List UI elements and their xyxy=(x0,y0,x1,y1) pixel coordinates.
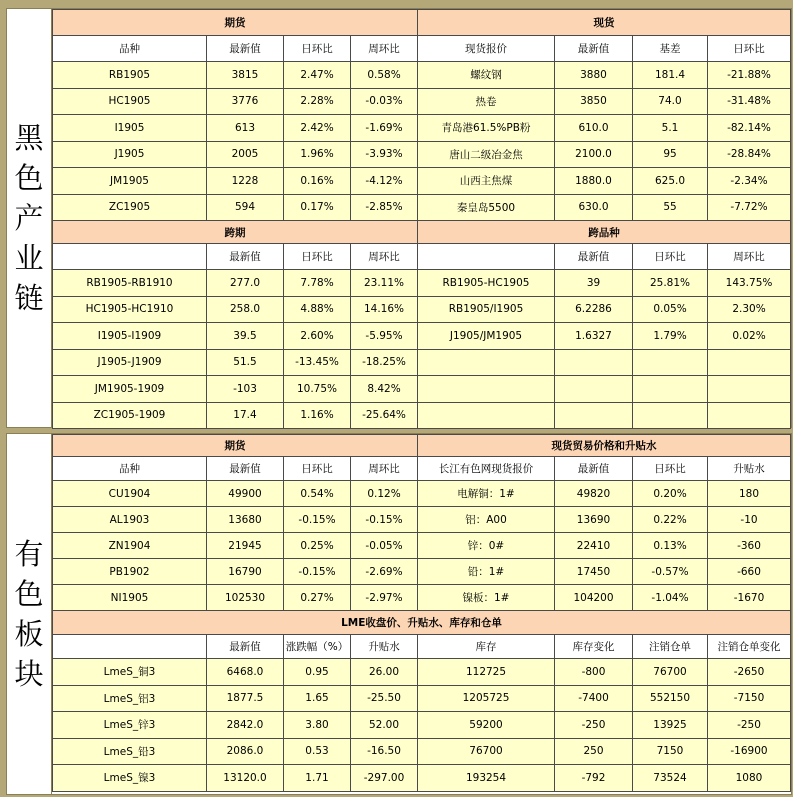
table-cell: -2.34% xyxy=(708,168,791,195)
table-cell: 2.42% xyxy=(284,115,351,142)
section-header-row xyxy=(53,611,791,635)
table-row xyxy=(53,738,791,765)
section-header-row xyxy=(53,221,791,244)
table-row xyxy=(53,194,791,221)
table-cell: 258.0 xyxy=(207,296,284,323)
table-cell: 1877.5 xyxy=(207,685,284,712)
column-header: 周环比 xyxy=(708,244,791,270)
table-cell: 16790 xyxy=(207,559,284,585)
table-cell: 13925 xyxy=(633,712,708,739)
table-cell: LmeS_镍3 xyxy=(53,765,207,792)
spot-title: 现货 xyxy=(418,10,791,36)
table-cell: -1670 xyxy=(708,585,791,611)
table-cell: 13690 xyxy=(555,507,633,533)
table-cell: 1228 xyxy=(207,168,284,195)
table-cell: -792 xyxy=(555,765,633,792)
column-header: 最新值 xyxy=(555,36,633,62)
table-cell: 52.00 xyxy=(351,712,418,739)
table-cell xyxy=(708,376,791,403)
column-header xyxy=(53,244,207,270)
table-cell: -5.95% xyxy=(351,323,418,350)
table-cell: -82.14% xyxy=(708,115,791,142)
table-cell: RB1905-RB1910 xyxy=(53,270,207,297)
table-row xyxy=(53,533,791,559)
table-cell: 13120.0 xyxy=(207,765,284,792)
table-cell: ZC1905 xyxy=(53,194,207,221)
table-cell: -250 xyxy=(555,712,633,739)
table-cell: 1.96% xyxy=(284,141,351,168)
table-cell: -2.69% xyxy=(351,559,418,585)
table-cell: 0.58% xyxy=(351,62,418,89)
table-cell: -1.04% xyxy=(633,585,708,611)
table-cell: 铅：1# xyxy=(418,559,555,585)
column-header: 基差 xyxy=(633,36,708,62)
table-cell xyxy=(418,376,555,403)
table-cell: -13.45% xyxy=(284,349,351,376)
table-cell: 143.75% xyxy=(708,270,791,297)
column-header: 升贴水 xyxy=(708,457,791,481)
spot-trade-title: 现货贸易价格和升贴水 xyxy=(418,435,791,457)
table-cell: 3815 xyxy=(207,62,284,89)
table-cell: 14.16% xyxy=(351,296,418,323)
column-header: 长江有色网现货报价 xyxy=(418,457,555,481)
lme-title: LME收盘价、升贴水、库存和仓单 xyxy=(53,611,791,635)
table-cell: 6.2286 xyxy=(555,296,633,323)
table-cell: 3776 xyxy=(207,88,284,115)
column-header: 最新值 xyxy=(207,36,284,62)
table-cell: 21945 xyxy=(207,533,284,559)
table-row xyxy=(53,349,791,376)
column-header: 注销仓单 xyxy=(633,635,708,659)
table-cell: RB1905 xyxy=(53,62,207,89)
black-chain-panel xyxy=(6,8,792,428)
table-cell: 594 xyxy=(207,194,284,221)
table-cell: 2842.0 xyxy=(207,712,284,739)
table-cell: -1.69% xyxy=(351,115,418,142)
table-cell: ZC1905-1909 xyxy=(53,402,207,429)
table-cell: 613 xyxy=(207,115,284,142)
nonferrous-side-label xyxy=(7,434,52,794)
table-cell: 1.79% xyxy=(633,323,708,350)
table-cell: 2005 xyxy=(207,141,284,168)
side-char: 色 xyxy=(14,161,44,195)
column-header: 最新值 xyxy=(555,244,633,270)
table-cell: RB1905/I1905 xyxy=(418,296,555,323)
table-cell: 0.53 xyxy=(284,738,351,765)
table-cell xyxy=(633,376,708,403)
column-header: 周环比 xyxy=(351,457,418,481)
futures-title: 期货 xyxy=(53,435,418,457)
table-row xyxy=(53,270,791,297)
table-cell: 13680 xyxy=(207,507,284,533)
table-cell: ZN1904 xyxy=(53,533,207,559)
table-cell: -31.48% xyxy=(708,88,791,115)
table-cell: -21.88% xyxy=(708,62,791,89)
table-cell xyxy=(555,402,633,429)
table-cell: 76700 xyxy=(418,738,555,765)
table-cell: -0.05% xyxy=(351,533,418,559)
table-row xyxy=(53,685,791,712)
table-cell: 秦皇岛5500 xyxy=(418,194,555,221)
table-cell: 193254 xyxy=(418,765,555,792)
table-cell: J1905/JM1905 xyxy=(418,323,555,350)
table-cell: 102530 xyxy=(207,585,284,611)
table-cell: -25.50 xyxy=(351,685,418,712)
table-row xyxy=(53,376,791,403)
column-header: 注销仓单变化 xyxy=(708,635,791,659)
side-char: 块 xyxy=(14,657,44,691)
table-row xyxy=(53,481,791,507)
table-cell: 0.16% xyxy=(284,168,351,195)
table-cell: -16.50 xyxy=(351,738,418,765)
side-char: 产 xyxy=(14,201,44,235)
table-cell: 10.75% xyxy=(284,376,351,403)
table-cell: 25.81% xyxy=(633,270,708,297)
table-cell: 51.5 xyxy=(207,349,284,376)
table-cell: NI1905 xyxy=(53,585,207,611)
table-cell: 180 xyxy=(708,481,791,507)
table-cell: 1.6327 xyxy=(555,323,633,350)
column-header: 现货报价 xyxy=(418,36,555,62)
black-chain-side-label xyxy=(7,9,52,427)
table-cell xyxy=(708,402,791,429)
table-cell: LmeS_铅3 xyxy=(53,738,207,765)
table-cell: -0.15% xyxy=(284,559,351,585)
table-cell: 0.25% xyxy=(284,533,351,559)
table-cell: 7150 xyxy=(633,738,708,765)
table-cell: 26.00 xyxy=(351,659,418,686)
table-cell xyxy=(708,349,791,376)
table-cell: 1880.0 xyxy=(555,168,633,195)
table-cell: 0.27% xyxy=(284,585,351,611)
table-cell: 39.5 xyxy=(207,323,284,350)
table-cell: 铝：A00 xyxy=(418,507,555,533)
table-cell: 23.11% xyxy=(351,270,418,297)
table-row xyxy=(53,507,791,533)
table-cell: 3880 xyxy=(555,62,633,89)
table-cell: -660 xyxy=(708,559,791,585)
column-header: 周环比 xyxy=(351,36,418,62)
column-header: 日环比 xyxy=(633,244,708,270)
table-cell: 8.42% xyxy=(351,376,418,403)
table-cell: 唐山二级冶金焦 xyxy=(418,141,555,168)
table-cell: 49900 xyxy=(207,481,284,507)
side-char: 有 xyxy=(14,537,44,571)
table-cell: 0.95 xyxy=(284,659,351,686)
table-cell: 1205725 xyxy=(418,685,555,712)
table-cell: 2100.0 xyxy=(555,141,633,168)
table-cell: 青岛港61.5%PB粉 xyxy=(418,115,555,142)
column-header: 周环比 xyxy=(351,244,418,270)
table-cell: -0.15% xyxy=(351,507,418,533)
table-cell: 74.0 xyxy=(633,88,708,115)
table-cell: -0.57% xyxy=(633,559,708,585)
table-cell: 0.13% xyxy=(633,533,708,559)
table-cell: 181.4 xyxy=(633,62,708,89)
table-cell: 73524 xyxy=(633,765,708,792)
side-char: 色 xyxy=(14,577,44,611)
table-row xyxy=(53,141,791,168)
table-cell: -3.93% xyxy=(351,141,418,168)
table-cell: LmeS_铝3 xyxy=(53,685,207,712)
table-cell: 3850 xyxy=(555,88,633,115)
table-cell: 0.02% xyxy=(708,323,791,350)
table-cell xyxy=(555,349,633,376)
table-cell: 0.05% xyxy=(633,296,708,323)
table-row xyxy=(53,88,791,115)
table-cell: -10 xyxy=(708,507,791,533)
table-cell: 6468.0 xyxy=(207,659,284,686)
table-cell: 55 xyxy=(633,194,708,221)
table-cell: LmeS_铜3 xyxy=(53,659,207,686)
table-row xyxy=(53,765,791,792)
table-cell: PB1902 xyxy=(53,559,207,585)
table-cell xyxy=(418,402,555,429)
table-cell: RB1905-HC1905 xyxy=(418,270,555,297)
table-cell: 0.20% xyxy=(633,481,708,507)
table-cell: 552150 xyxy=(633,685,708,712)
table-cell: 2.28% xyxy=(284,88,351,115)
table-cell: AL1903 xyxy=(53,507,207,533)
table-cell: 625.0 xyxy=(633,168,708,195)
side-char: 业 xyxy=(14,241,44,275)
column-header-row xyxy=(53,36,791,62)
table-cell: 3.80 xyxy=(284,712,351,739)
side-char: 黑 xyxy=(14,121,44,155)
column-header: 日环比 xyxy=(708,36,791,62)
column-header: 最新值 xyxy=(555,457,633,481)
table-row xyxy=(53,62,791,89)
column-header: 升贴水 xyxy=(351,635,418,659)
table-cell: 7.78% xyxy=(284,270,351,297)
table-cell: 112725 xyxy=(418,659,555,686)
table-cell xyxy=(555,376,633,403)
spread-title: 跨期 xyxy=(53,221,418,244)
table-cell: 17450 xyxy=(555,559,633,585)
table-cell: -2.97% xyxy=(351,585,418,611)
table-cell: 山西主焦煤 xyxy=(418,168,555,195)
table-cell: -7400 xyxy=(555,685,633,712)
column-header: 品种 xyxy=(53,457,207,481)
table-cell: HC1905-HC1910 xyxy=(53,296,207,323)
table-cell: 2086.0 xyxy=(207,738,284,765)
table-cell: J1905-J1909 xyxy=(53,349,207,376)
table-cell: CU1904 xyxy=(53,481,207,507)
column-header xyxy=(418,244,555,270)
table-cell: -2.85% xyxy=(351,194,418,221)
table-cell: 95 xyxy=(633,141,708,168)
table-cell: 热卷 xyxy=(418,88,555,115)
table-cell: 4.88% xyxy=(284,296,351,323)
table-cell: 0.22% xyxy=(633,507,708,533)
cross-title: 跨品种 xyxy=(418,221,791,244)
column-header: 涨跌幅（%） xyxy=(284,635,351,659)
table-cell: -297.00 xyxy=(351,765,418,792)
table-cell: 螺纹钢 xyxy=(418,62,555,89)
futures-title: 期货 xyxy=(53,10,418,36)
table-cell: 0.17% xyxy=(284,194,351,221)
table-cell: 5.1 xyxy=(633,115,708,142)
table-cell: -28.84% xyxy=(708,141,791,168)
column-header: 最新值 xyxy=(207,457,284,481)
column-header: 库存 xyxy=(418,635,555,659)
table-row xyxy=(53,296,791,323)
table-cell: 2.30% xyxy=(708,296,791,323)
table-cell: 76700 xyxy=(633,659,708,686)
column-header: 日环比 xyxy=(284,36,351,62)
table-row xyxy=(53,323,791,350)
table-cell xyxy=(418,349,555,376)
table-cell: 电解铜：1# xyxy=(418,481,555,507)
table-cell: -250 xyxy=(708,712,791,739)
table-cell: 59200 xyxy=(418,712,555,739)
column-header: 日环比 xyxy=(284,457,351,481)
table-cell: 1.71 xyxy=(284,765,351,792)
table-cell: I1905 xyxy=(53,115,207,142)
nonferrous-panel xyxy=(6,433,792,795)
table-row xyxy=(53,585,791,611)
table-cell: -0.15% xyxy=(284,507,351,533)
table-cell: -2650 xyxy=(708,659,791,686)
table-cell: 49820 xyxy=(555,481,633,507)
table-cell: JM1905-1909 xyxy=(53,376,207,403)
side-char: 链 xyxy=(14,281,44,315)
table-row xyxy=(53,402,791,429)
table-cell: JM1905 xyxy=(53,168,207,195)
table-cell: 锌：0# xyxy=(418,533,555,559)
table-cell: -103 xyxy=(207,376,284,403)
table-row xyxy=(53,712,791,739)
table-cell: 39 xyxy=(555,270,633,297)
column-header xyxy=(53,635,207,659)
table-cell: -25.64% xyxy=(351,402,418,429)
table-row xyxy=(53,659,791,686)
table-cell: 0.54% xyxy=(284,481,351,507)
table-cell: 1080 xyxy=(708,765,791,792)
table-cell: -800 xyxy=(555,659,633,686)
column-header: 库存变化 xyxy=(555,635,633,659)
column-header: 最新值 xyxy=(207,244,284,270)
table-cell xyxy=(633,402,708,429)
table-cell: LmeS_锌3 xyxy=(53,712,207,739)
table-cell: 630.0 xyxy=(555,194,633,221)
table-cell: 277.0 xyxy=(207,270,284,297)
column-header-row xyxy=(53,244,791,270)
table-cell: HC1905 xyxy=(53,88,207,115)
column-header-row xyxy=(53,457,791,481)
table-cell: 104200 xyxy=(555,585,633,611)
table-cell: -7150 xyxy=(708,685,791,712)
nonferrous-table xyxy=(52,434,791,792)
column-header: 品种 xyxy=(53,36,207,62)
column-header-row xyxy=(53,635,791,659)
column-header: 最新值 xyxy=(207,635,284,659)
table-cell: 1.16% xyxy=(284,402,351,429)
black-chain-table xyxy=(52,9,791,429)
table-cell: J1905 xyxy=(53,141,207,168)
table-cell: -4.12% xyxy=(351,168,418,195)
side-char: 板 xyxy=(14,617,44,651)
section-header-row xyxy=(53,435,791,457)
table-cell: 17.4 xyxy=(207,402,284,429)
table-cell: 1.65 xyxy=(284,685,351,712)
table-cell: 610.0 xyxy=(555,115,633,142)
table-row xyxy=(53,115,791,142)
table-row xyxy=(53,559,791,585)
table-cell: 0.12% xyxy=(351,481,418,507)
table-cell: 2.60% xyxy=(284,323,351,350)
column-header: 日环比 xyxy=(633,457,708,481)
table-cell: 22410 xyxy=(555,533,633,559)
table-cell: -16900 xyxy=(708,738,791,765)
column-header: 日环比 xyxy=(284,244,351,270)
table-cell: 250 xyxy=(555,738,633,765)
table-cell: 镍板：1# xyxy=(418,585,555,611)
table-cell: 2.47% xyxy=(284,62,351,89)
table-cell: -360 xyxy=(708,533,791,559)
table-cell: -18.25% xyxy=(351,349,418,376)
section-header-row xyxy=(53,10,791,36)
table-cell xyxy=(633,349,708,376)
table-cell: -0.03% xyxy=(351,88,418,115)
table-row xyxy=(53,168,791,195)
table-cell: -7.72% xyxy=(708,194,791,221)
table-cell: I1905-I1909 xyxy=(53,323,207,350)
